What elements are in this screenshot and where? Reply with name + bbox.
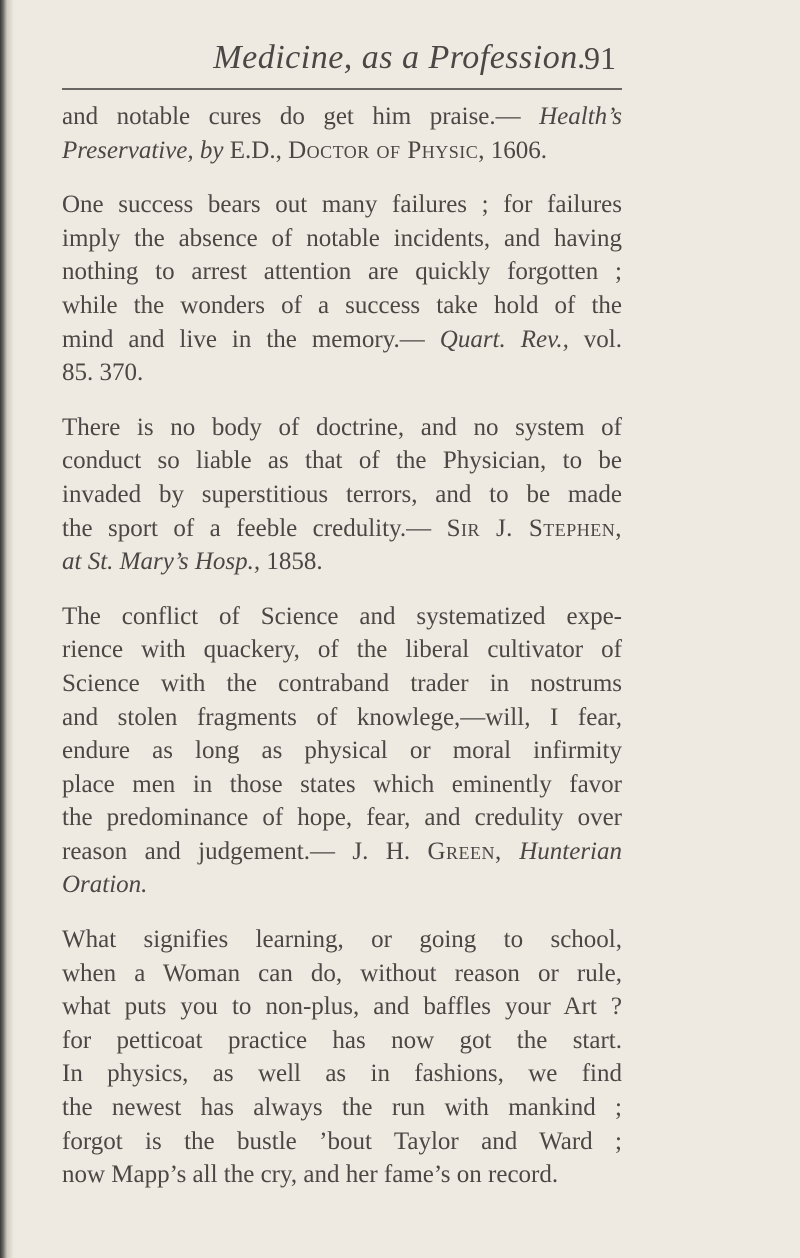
small-caps-author: Doctor of Physic (288, 136, 479, 164)
header-rule (62, 88, 622, 90)
text-line (62, 512, 622, 546)
text-line (62, 222, 622, 256)
text-line (62, 667, 622, 701)
text-line (62, 734, 622, 768)
text-run: the newest has always the run with mankind ; (62, 1094, 622, 1122)
quotation-paragraph (62, 100, 622, 167)
text-run: conduct so liable as that of the Physician, to be (62, 447, 622, 475)
text-line (62, 1125, 622, 1159)
text-line (62, 768, 622, 802)
quotation-paragraph (62, 411, 622, 579)
text-line (62, 633, 622, 667)
italic-citation: at St. Mary’s Hosp., (62, 548, 261, 576)
italic-citation: Hunterian (519, 837, 623, 865)
italic-citation: Quart. Rev., (439, 325, 569, 353)
text-run: nothing to arrest attention are quickly forgotten ; (62, 258, 622, 286)
text-run: 85. 370. (62, 359, 144, 387)
text-line (62, 478, 622, 512)
text-line (62, 923, 622, 957)
text-run: , 1606. (478, 136, 547, 164)
italic-citation: Oration. (62, 871, 148, 899)
quotation-paragraph (62, 600, 622, 902)
text-line (62, 701, 622, 735)
text-run: rience with quackery, of the liberal cultivator of (62, 636, 622, 664)
text-run: 1858. (260, 548, 323, 576)
text-line (62, 1158, 622, 1192)
text-line (62, 323, 622, 357)
text-run: The conflict of Science and systematized expe- (62, 602, 622, 630)
text-run: invaded by superstitious terrors, and to be made (62, 480, 622, 508)
text-run: There is no body of doctrine, and no system of (62, 413, 622, 441)
text-run: the sport of a feeble credulity.— (62, 514, 447, 542)
text-line (62, 255, 622, 289)
text-run: for petticoat practice has now got the start. (62, 1026, 622, 1054)
text-run: while the wonders of a success take hold of the (62, 291, 622, 319)
text-line (62, 1091, 622, 1125)
text-run: when a Woman can do, without reason or rule, (62, 959, 622, 987)
small-caps-author: Green, (427, 837, 502, 865)
quotation-paragraph (62, 188, 622, 390)
text-line (62, 289, 622, 323)
text-line (62, 600, 622, 634)
text-line (62, 1024, 622, 1058)
text-line (62, 990, 622, 1024)
running-title: Medicine, as a Profession. (213, 39, 587, 76)
text-run: forgot is the bustle ’bout Taylor and Ward ; (62, 1127, 622, 1155)
text-run: and notable cures do get him praise.— (62, 103, 540, 130)
text-line (62, 356, 622, 390)
quotation-paragraph (62, 923, 622, 1192)
italic-citation: Health’s (539, 103, 622, 130)
page-edge-shadow (0, 0, 14, 1258)
text-run: One success bears out many failures ; for failures (62, 191, 622, 219)
text-line (62, 1057, 622, 1091)
text-run: In physics, as well as in fashions, we find (62, 1060, 622, 1088)
text-run: now Mapp’s all the cry, and her fame’s on record. (62, 1161, 559, 1189)
text-line (62, 411, 622, 445)
text-line (62, 835, 622, 869)
text-run: reason and judgement.— J. H. (62, 837, 428, 865)
text-line (62, 134, 622, 168)
text-run: and stolen fragments of knowlege,—will, I fear, (62, 703, 622, 731)
text-run (502, 838, 519, 865)
text-run: what puts you to non-plus, and baffles your Art ? (62, 993, 622, 1021)
text-run: imply the absence of notable incidents, and having (62, 224, 622, 252)
italic-citation: Preservative, by (62, 136, 224, 164)
text-run: E.D., (223, 136, 289, 164)
text-run: place men in those states which eminently favor (62, 770, 622, 798)
text-line (62, 100, 622, 134)
text-line (62, 957, 622, 991)
small-caps-author: Sir J. Stephen, (446, 514, 623, 542)
text-line (62, 444, 622, 478)
text-block (62, 100, 622, 1192)
text-line (62, 868, 622, 902)
text-run: mind and live in the memory.— (62, 325, 440, 353)
page-header (0, 38, 800, 82)
text-run: endure as long as physical or moral infirmity (62, 737, 622, 765)
text-run: vol. (568, 325, 622, 353)
text-line (62, 801, 622, 835)
page-number: 91 (584, 40, 616, 76)
text-line (62, 545, 622, 579)
text-run: Science with the contraband trader in nostrums (62, 669, 622, 697)
text-run: What signifies learning, or going to school, (62, 926, 622, 954)
text-run: the predominance of hope, fear, and credulity over (62, 804, 622, 832)
text-line (62, 188, 622, 222)
